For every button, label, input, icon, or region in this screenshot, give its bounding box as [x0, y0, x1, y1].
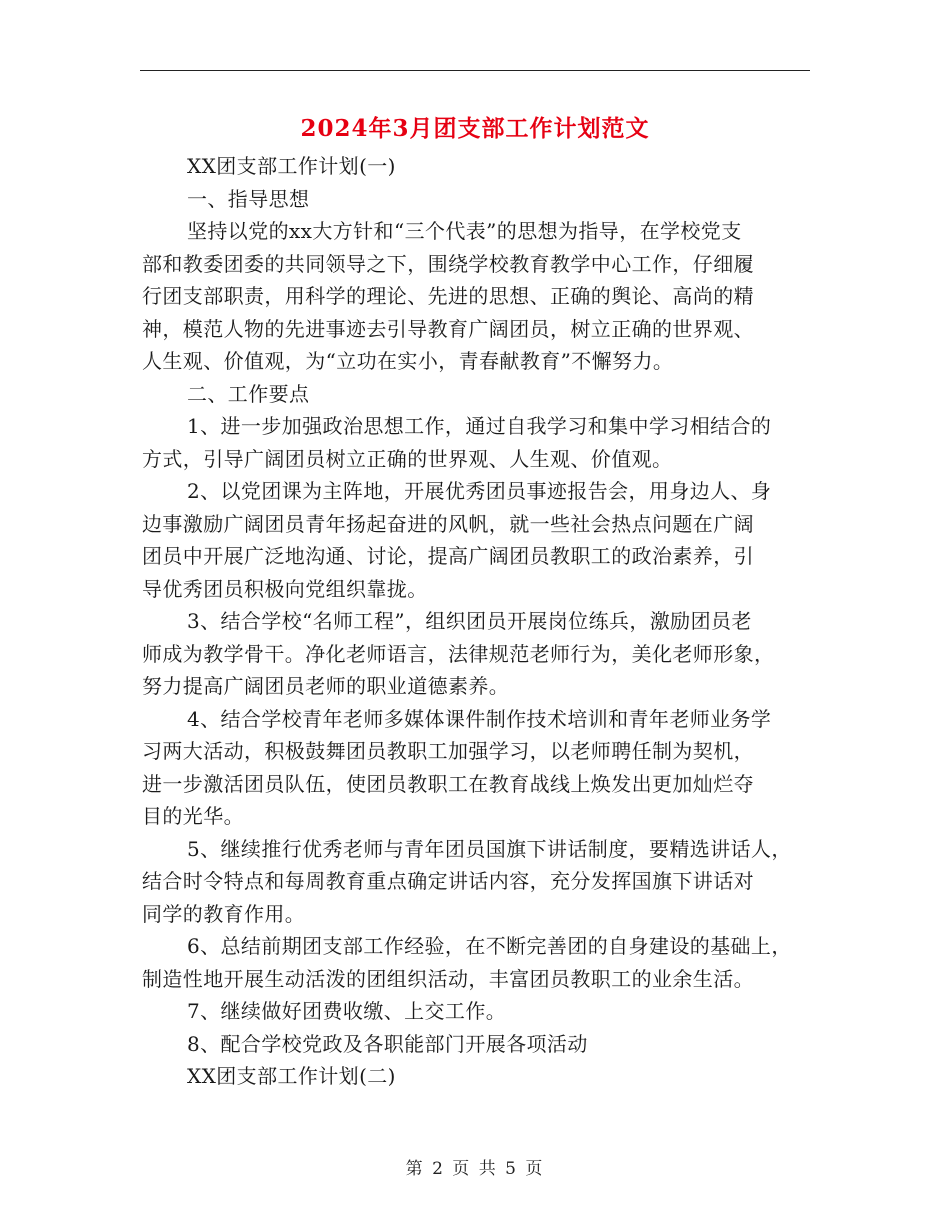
paragraph-line: 方式，引导广阔团员树立正确的世界观、人生观、价值观。: [142, 446, 673, 471]
paragraph-line: 7、继续做好团费收缴、上交工作。: [187, 999, 507, 1023]
section-heading: XX团支部工作计划(一): [187, 154, 396, 178]
paragraph-line: 边事激励广阔团员青年扬起奋进的风帆，就一些社会热点问题在广阔: [142, 511, 754, 536]
subsection-heading: 二、工作要点: [187, 381, 310, 406]
paragraph-line: 神，模范人物的先进事迹去引导教育广阔团员，树立正确的世界观、: [142, 316, 754, 341]
paragraph-line: 同学的教育作用。: [142, 901, 306, 926]
section-heading: XX团支部工作计划(二): [187, 1064, 396, 1088]
subsection-heading: 一、指导思想: [187, 186, 310, 211]
paragraph-line: 行团支部职责，用科学的理论、先进的思想、正确的舆论、高尚的精: [142, 284, 754, 308]
paragraph-line: 制造性地开展生动活泼的团组织活动，丰富团员教职工的业余生活。: [142, 966, 754, 991]
paragraph-line: 师成为教学骨干。净化老师语言，法律规范老师行为，美化老师形象，: [142, 641, 775, 666]
page-indicator: 第 2 页 共 5 页: [405, 1159, 545, 1179]
document-title: 2024年3月团支部工作计划范文: [300, 115, 650, 142]
paragraph-line: 6、总结前期团支部工作经验，在不断完善团的自身建设的基础上，: [187, 934, 792, 958]
paragraph-line: 人生观、价值观，为“立功在实小，青春献教育”不懈努力。: [142, 349, 674, 373]
document-body: [142, 150, 812, 1093]
paragraph-line: 进一步激活团员队伍，使团员教职工在教育战线上焕发出更加灿烂夺: [142, 771, 754, 796]
paragraph-line: 努力提高广阔团员老师的职业道德素养。: [142, 674, 510, 698]
header-rule: [140, 70, 810, 71]
paragraph-line: 结合时令特点和每周教育重点确定讲话内容，充分发挥国旗下讲话对: [142, 869, 754, 893]
paragraph-line: 导优秀团员积极向党组织靠拢。: [142, 576, 428, 601]
paragraph-line: 8、配合学校党政及各职能部门开展各项活动: [187, 1031, 588, 1056]
paragraph-line: 目的光华。: [142, 804, 244, 828]
paragraph-line: 习两大活动，积极鼓舞团员教职工加强学习，以老师聘任制为契机，: [142, 739, 754, 763]
paragraph-line: 坚持以党的xx大方针和“三个代表”的思想为指导，在学校党支: [187, 219, 742, 243]
paragraph-line: 团员中开展广泛地沟通、讨论，提高广阔团员教职工的政治素养，引: [142, 544, 754, 568]
paragraph-line: 3、结合学校“名师工程”，组织团员开展岗位练兵，激励团员老: [187, 609, 752, 633]
paragraph-line: 5、继续推行优秀老师与青年团员国旗下讲话制度，要精选讲话人，: [187, 836, 792, 861]
paragraph-line: 4、结合学校青年老师多媒体课件制作技术培训和青年老师业务学: [187, 706, 772, 731]
paragraph-line: 2、以党团课为主阵地，开展优秀团员事迹报告会，用身边人、身: [187, 479, 772, 503]
paragraph-line: 1、进一步加强政治思想工作，通过自我学习和集中学习相结合的: [187, 414, 772, 438]
paragraph-line: 部和教委团委的共同领导之下，围绕学校教育教学中心工作，仔细履: [142, 251, 754, 276]
